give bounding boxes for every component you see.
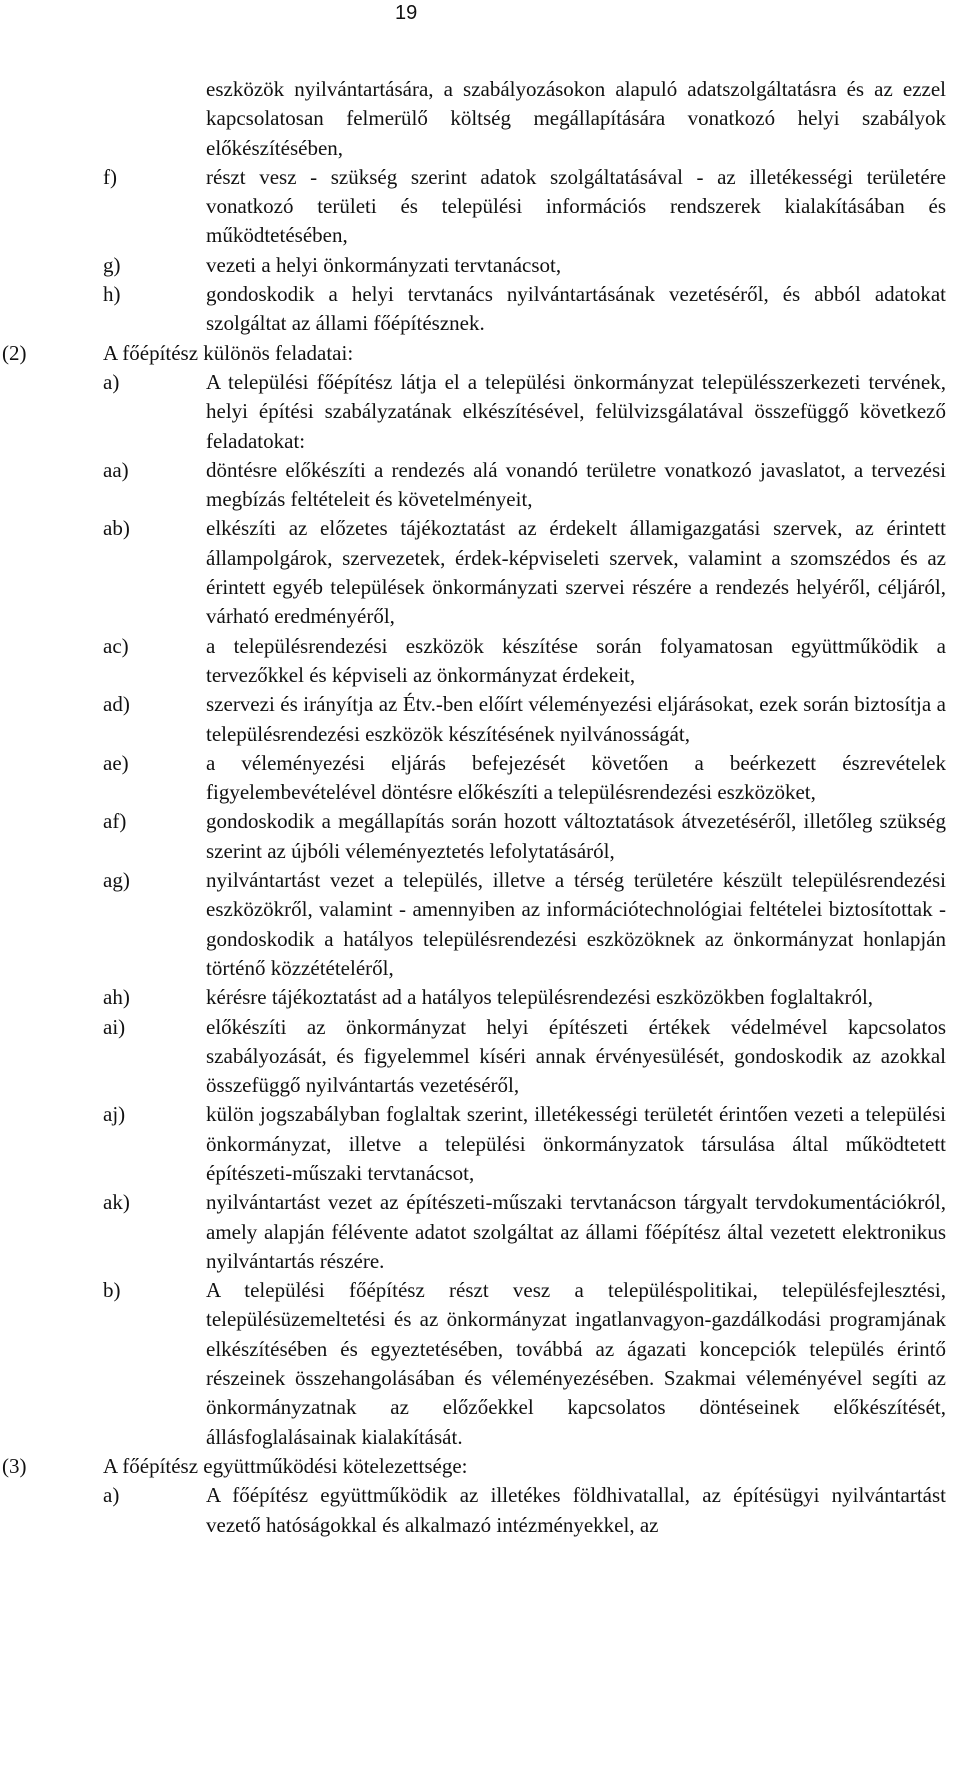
clause-text: vezeti a helyi önkormányzati tervtanácsot,	[206, 252, 562, 277]
clause-text: szervezi és irányítja az Étv.-ben előírt véleményezési eljárásokat, ezek során biztosítja a településrendezési eszközök készítésének nyilvánosságát,	[206, 692, 946, 746]
clause-label: ad)	[103, 692, 130, 717]
clause-text: kérésre tájékoztatást ad a hatályos településrendezési eszközökben foglaltakról,	[206, 985, 874, 1010]
clause-row	[0, 75, 960, 163]
clause-text: A települési főépítész látja el a települési önkormányzat településszerkezeti tervének, helyi építési szabályzatának elkészítésével, felülvizsgálatával összefüggő következő feladatokat:	[206, 369, 946, 453]
section-number: (3)	[2, 1453, 27, 1478]
clause-label: g)	[103, 252, 121, 277]
clause-text: a véleményezési eljárás befejezését követően a beérkezett észrevételek figyelembevételével döntésre előkészíti a településrendezési eszközöket,	[206, 750, 946, 805]
clause-row	[0, 749, 960, 808]
page-number: 19	[395, 2, 418, 24]
section-number: (2)	[2, 340, 27, 365]
clause-text: részt vesz - szükség szerint adatok szolgáltatásával - az illetékességi területére vonatkozó területi és települési információs rendszerek kialakításában és működtetésében,	[206, 164, 946, 248]
clause-row	[0, 983, 960, 1012]
clause-text: külön jogszabályban foglaltak szerint, illetékességi területét érintően vezeti a települési önkormányzat, illetve a települési önkormányzatok társulása által működtetett építészeti-műszaki tervtanácsot,	[206, 1102, 946, 1185]
clause-row	[0, 632, 960, 691]
clause-label: aj)	[103, 1102, 126, 1127]
clause-text: elkészíti az előzetes tájékoztatást az érdekelt államigazgatási szervek, az érintett állampolgárok, szervezetek, érdek-képviseleti szervek, valamint a szomszédos és az érintett egyéb települések önkormányzati szervei részére a rendezés helyéről, céljáról, várható eredményéről,	[206, 516, 946, 629]
clause-label: ab)	[103, 516, 130, 541]
clause-text: döntésre előkészíti a rendezés alá vonandó területre vonatkozó javaslatot, a tervezési megbízás feltételeit és követelményeit,	[206, 457, 946, 512]
clause-label: f)	[103, 164, 117, 189]
clause-label: af)	[103, 809, 127, 834]
clause-text: gondoskodik a megállapítás során hozott változtatások átvezetéséről, illetőleg szükség szerint az újbóli véleményeztetés lefolytatásáról,	[206, 809, 946, 863]
clause-row	[0, 690, 960, 749]
clause-row	[0, 251, 960, 280]
clause-label: ah)	[103, 985, 130, 1010]
document-body	[0, 75, 960, 1540]
clause-text: A főépítész együttműködik az illetékes földhivatallal, az építésügyi nyilvántartást vezető hatóságokkal és alkalmazó intézményekkel, az	[206, 1483, 946, 1537]
clause-row	[0, 1188, 960, 1276]
clause-row	[0, 1276, 960, 1452]
clause-label: b)	[103, 1278, 121, 1303]
clause-row	[0, 1013, 960, 1101]
clause-text: A települési főépítész részt vesz a településpolitikai, településfejlesztési, településüzemeltetési és az önkormányzat ingatlanvagyon-gazdálkodási programjának elkészítésében és egyeztetésében, továbbá az ágazati koncepciók település érintő részeinek összehangolásában és véleményezésében. Szakmai véleményével segíti az önkormányzatnak az előzőekkel kapcsolatos döntéseinek előkészítését, állásfoglalásainak kialakítását.	[206, 1278, 946, 1449]
clause-text: nyilvántartást vezet az építészeti-műszaki tervtanácson tárgyalt tervdokumentációkról, amely alapján félévente adatot szolgáltat az állami főépítész által vezetett elektronikus nyilvántartás részére.	[206, 1190, 946, 1273]
section-heading-row	[0, 1452, 960, 1481]
clause-row	[0, 1100, 960, 1188]
clause-label: ag)	[103, 868, 130, 893]
section-heading: A főépítész együttműködési kötelezettsége:	[103, 1453, 468, 1478]
clause-label: h)	[103, 282, 121, 307]
clause-row	[0, 280, 960, 339]
clause-row	[0, 866, 960, 983]
clause-text: előkészíti az önkormányzat helyi építészeti értékek védelmével kapcsolatos szabályozását, és figyelemmel kíséri annak érvényesülését, gondoskodik az azokkal összefüggő nyilvántartás vezetéséről,	[206, 1014, 946, 1098]
clause-text: gondoskodik a helyi tervtanács nyilvántartásának vezetéséről, és abból adatokat szolgáltat az állami főépítésznek.	[206, 282, 946, 336]
clause-row	[0, 807, 960, 866]
clause-label: ai)	[103, 1014, 126, 1039]
clause-label: aa)	[103, 457, 129, 482]
clause-label: ak)	[103, 1190, 130, 1215]
clause-row	[0, 456, 960, 515]
clause-label: ac)	[103, 633, 129, 658]
clause-row	[0, 514, 960, 631]
clause-row	[0, 1481, 960, 1540]
section-heading-row	[0, 339, 960, 368]
section-heading: A főépítész különös feladatai:	[103, 340, 354, 365]
clause-label: a)	[103, 369, 120, 394]
clause-text: a településrendezési eszközök készítése során folyamatosan együttműködik a tervezőkkel és képviseli az önkormányzat érdekeit,	[206, 633, 946, 687]
clause-row	[0, 368, 960, 456]
clause-label: ae)	[103, 750, 129, 775]
clause-label: a)	[103, 1483, 120, 1508]
clause-text: nyilvántartást vezet a település, illetve a térség területére készült településrendezési eszközökről, valamint - amennyiben az információtechnológiai feltételei biztosítottak - gondoskodik a hatályos településrendezési eszközöknek az önkormányzat honlapján történő közzétételéről,	[206, 868, 946, 980]
clause-text: eszközök nyilvántartására, a szabályozásokon alapuló adatszolgáltatásra és az ezzel kapcsolatosan felmerülő költség megállapítására vonatkozó helyi szabályok előkészítésében,	[206, 77, 946, 160]
clause-row	[0, 163, 960, 251]
